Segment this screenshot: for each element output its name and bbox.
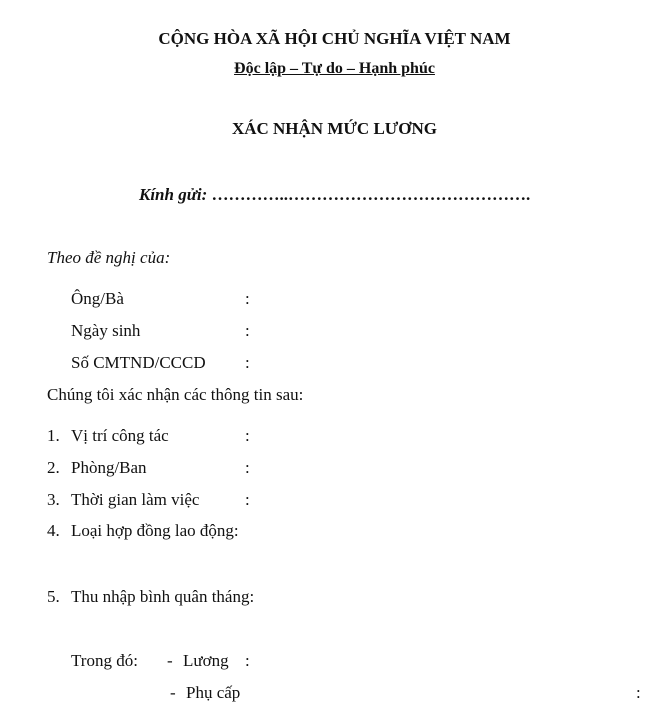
field-colon: : (245, 289, 250, 308)
item-number: 5. (47, 587, 60, 606)
request-intro: Theo đề nghị của: (47, 248, 171, 267)
field-colon: : (245, 353, 250, 372)
item-number: 2. (47, 458, 60, 477)
item-label-work-time: Thời gian làm việc (71, 490, 200, 509)
confirm-intro: Chúng tôi xác nhận các thông tin sau: (47, 385, 304, 404)
item-number: 1. (47, 426, 60, 445)
breakdown-dash: - (170, 683, 176, 702)
breakdown-intro: Trong đó: (71, 651, 138, 670)
item-number: 3. (47, 490, 60, 509)
recipient-label: Kính gửi: (139, 185, 208, 204)
field-label-name: Ông/Bà (71, 289, 124, 308)
motto: Độc lập – Tự do – Hạnh phúc (234, 60, 435, 77)
item-label-contract-type: Loại hợp đồng lao động: (71, 521, 239, 540)
field-colon: : (636, 683, 641, 702)
field-colon: : (245, 458, 250, 477)
nation-header: CỘNG HÒA XÃ HỘI CHỦ NGHĨA VIỆT NAM (158, 29, 511, 48)
field-label-id: Số CMTND/CCCD (71, 353, 206, 372)
field-colon: : (245, 490, 250, 509)
item-label-average-income: Thu nhập bình quân tháng: (71, 587, 255, 606)
field-label-birthdate: Ngày sinh (71, 321, 141, 340)
document-title: XÁC NHẬN MỨC LƯƠNG (231, 119, 438, 138)
item-label-department: Phòng/Ban (71, 458, 147, 477)
item-label-position: Vị trí công tác (71, 426, 169, 445)
recipient-line (139, 186, 530, 203)
recipient-blank: …………..……………………………………. (211, 185, 531, 204)
field-colon: : (245, 426, 250, 445)
field-colon: : (245, 651, 250, 670)
breakdown-label-allowance: Phụ cấp (186, 683, 241, 702)
item-number: 4. (47, 521, 60, 540)
field-colon: : (245, 321, 250, 340)
breakdown-label-salary: Lương (183, 651, 229, 670)
breakdown-dash: - (167, 651, 173, 670)
